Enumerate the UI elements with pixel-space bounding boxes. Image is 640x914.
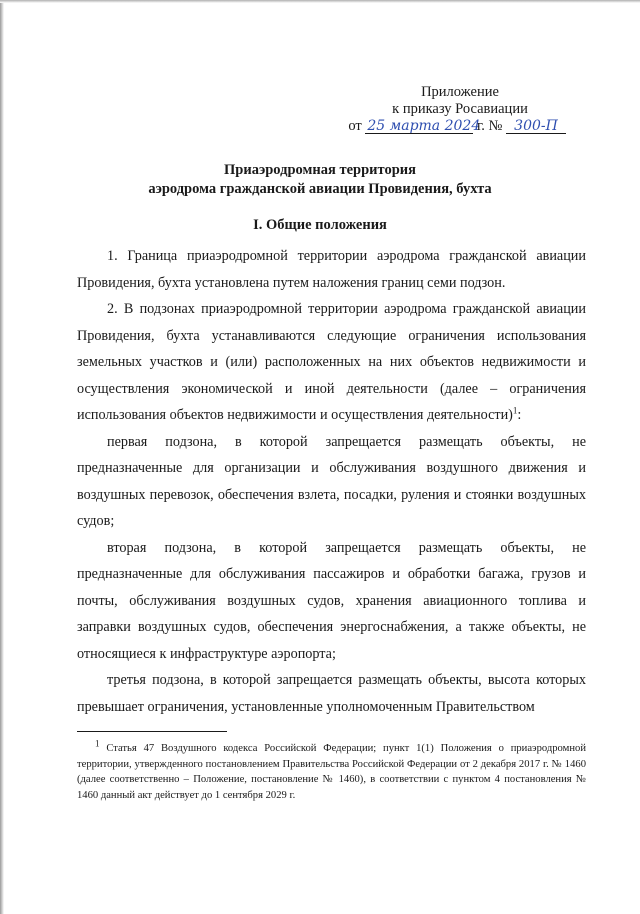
title-line-1: Приаэродромная территория [224, 162, 416, 178]
appendix-header [340, 84, 580, 135]
paragraph-2-text: 2. В подзонах приаэродромной территории аэродрома гражданской авиации Провидения, бухта устанавливаются следующие ограничения использования земельных участков и (или) расположенных на них объектов недвижимости и осуществления экономической и иной деятельности (далее – ограничения использования объектов недвижимости и осуществления деятельности) [77, 301, 586, 423]
handwritten-date: 25 марта 2024 [367, 118, 481, 134]
paragraph-1: 1. Граница приаэродромной территории аэродрома гражданской авиации Провидения, бухта установлена путем наложения границ семи подзон. [77, 248, 586, 291]
footnote [77, 738, 586, 803]
footnote-reference: 1 [512, 405, 518, 416]
scan-edge-left [0, 0, 4, 914]
footnote-text-container [77, 738, 586, 803]
footnote-separator [77, 731, 227, 732]
number-field [506, 120, 566, 134]
document-body [77, 243, 586, 720]
footnote-mark: 1 [95, 738, 100, 749]
document-title [60, 161, 580, 199]
scan-edge-top [0, 0, 640, 3]
appendix-label: Приложение [421, 84, 499, 100]
date-prefix: от [348, 118, 362, 134]
title-line-2: аэродрома гражданской авиации Провидения, бухта [148, 181, 492, 197]
footnote-text: Статья 47 Воздушного кодекса Российской Федерации; пункт 1(1) Положения о приаэродромной территории, утвержденного постановлением Правительства Российской Федерации от 2 декабря 2017 г. № 1460 (далее соответственно – Положение, постановление № 1460), в соответствии с пунктом 4 постановления № 1460 данный акт действует до 1 сентября 2029 г. [77, 743, 586, 801]
paragraph-first-subzone: первая подзона, в которой запрещается размещать объекты, не предназначенные для организации и обслуживания воздушного движения и воздушных перевозок, обеспечения взлета, посадки, руления и стоянки воздушных судов; [77, 433, 586, 529]
paragraph-second-subzone: вторая подзона, в которой запрещается размещать объекты, не предназначенные для обслуживания пассажиров и обработки багажа, грузов и почты, обслуживания воздушных судов, хранения авиационного топлива и заправки воздушных судов, обеспечения энергоснабжения, а также объекты, не относящиеся к инфраструктуре аэропорта; [77, 539, 586, 662]
year-number-label: г. № [476, 118, 503, 134]
paragraph-2 [77, 296, 586, 429]
order-reference: к приказу Росавиации [392, 101, 528, 117]
paragraph-third-subzone: третья подзона, в которой запрещается размещать объекты, высота которых превышает ограничения, установленные уполномоченным Правительством [77, 672, 586, 715]
paragraph-2-end: : [517, 407, 522, 423]
section-heading: I. Общие положения [253, 217, 387, 233]
date-field [365, 118, 481, 134]
order-date-number-line [340, 118, 580, 135]
handwritten-number: 300-П [514, 118, 558, 134]
